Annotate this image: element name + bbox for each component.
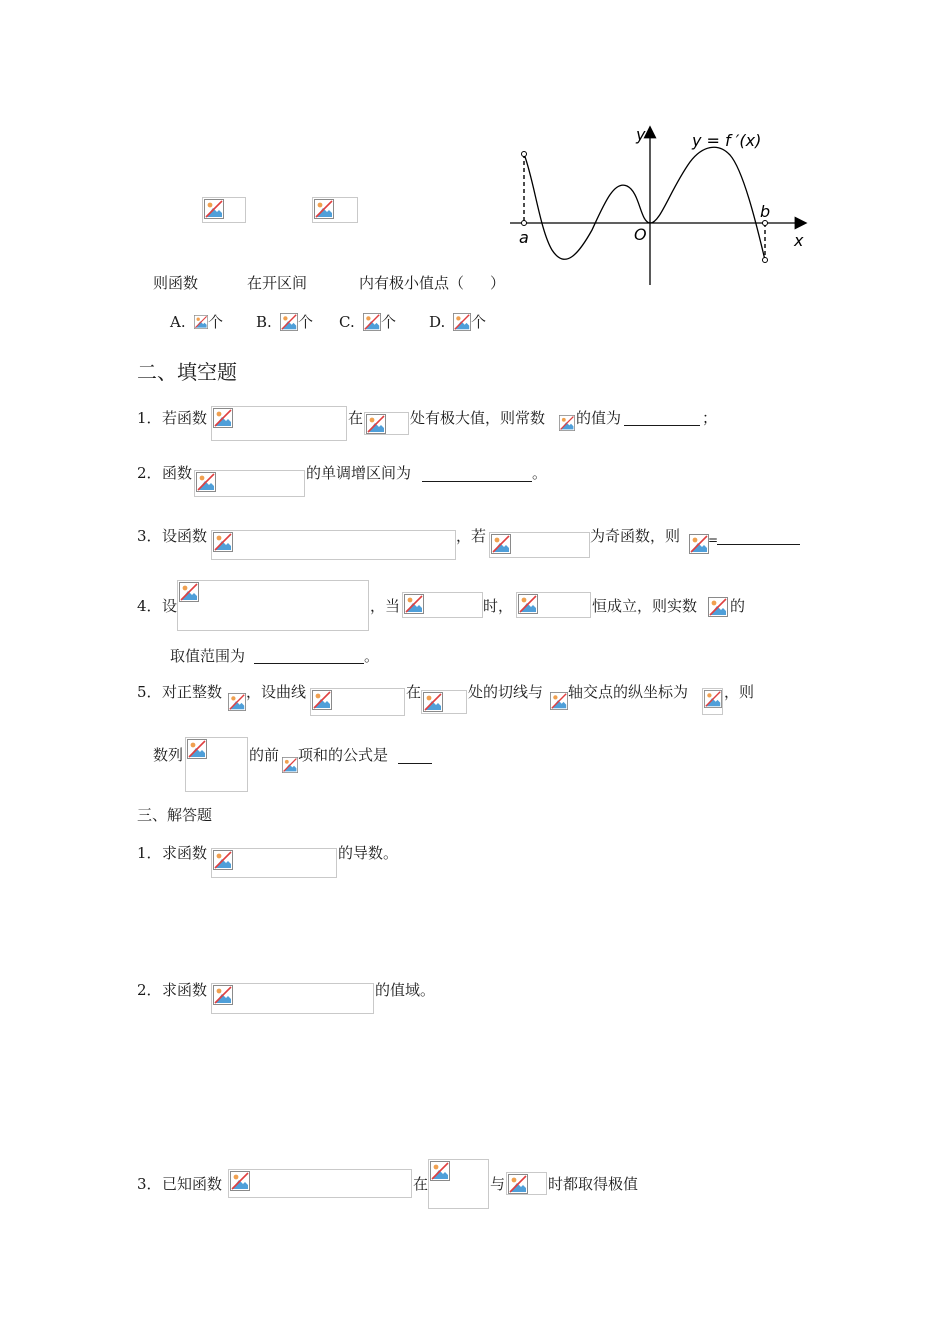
question-text: 的前 <box>249 746 280 764</box>
formula-image <box>428 1159 489 1209</box>
question-text: 时， <box>483 597 514 615</box>
formula-image <box>689 533 709 555</box>
broken-image-icon <box>453 312 471 332</box>
question-text: 取值范围为 <box>170 647 246 665</box>
broken-image-icon <box>314 199 334 219</box>
formula-image <box>453 311 471 333</box>
option-b-label: B. <box>256 313 272 331</box>
curve-label: y = f ′(x) <box>692 131 762 150</box>
broken-image-icon <box>280 312 298 332</box>
broken-image-icon <box>491 534 511 554</box>
question-text: 的单调增区间为 <box>306 464 412 482</box>
a-label: a <box>519 228 529 247</box>
question-text: 内有极小值点（ <box>359 274 465 292</box>
broken-image-icon <box>404 594 424 614</box>
question-text: 对正整数 <box>162 683 223 701</box>
formula-image <box>489 532 590 558</box>
broken-image-icon <box>708 597 728 617</box>
section-title: 三、解答题 <box>137 806 213 824</box>
formula-image <box>516 592 591 618</box>
question-number: 2． <box>137 464 162 482</box>
formula-image <box>282 755 299 775</box>
broken-image-icon <box>559 413 575 433</box>
question-text: 轴交点的纵坐标为 <box>568 683 689 701</box>
formula-image <box>402 592 483 618</box>
option-b-suffix: 个 <box>298 313 314 331</box>
question-text: 若函数 <box>162 409 208 427</box>
question-number: 1． <box>137 844 162 862</box>
question-number: 3． <box>137 1175 162 1193</box>
formula-image <box>559 412 575 434</box>
question-text: 处的切线与 <box>468 683 544 701</box>
x-axis-label: x <box>794 231 804 250</box>
question-number: 2． <box>137 981 162 999</box>
broken-image-icon <box>230 1171 250 1191</box>
formula-image <box>708 596 730 618</box>
option-c-label: C. <box>339 313 355 331</box>
question-text: 在 <box>348 409 364 427</box>
broken-image-icon <box>423 692 443 712</box>
broken-image-icon <box>550 691 568 711</box>
question-text: = <box>708 533 719 547</box>
answer-blank[interactable] <box>717 543 800 545</box>
formula-image <box>702 688 723 715</box>
formula-image <box>194 311 208 333</box>
formula-image <box>228 1169 412 1198</box>
origin-label: O <box>634 225 647 244</box>
question-text: ； <box>702 409 718 427</box>
question-text: 项和的公式是 <box>298 746 389 764</box>
formula-image <box>363 311 381 333</box>
formula-image <box>421 690 467 714</box>
question-text: 。 <box>364 647 380 665</box>
formula-image <box>194 470 305 497</box>
question-text: 的导数。 <box>338 844 399 862</box>
question-text: 的 <box>730 597 746 615</box>
derivative-graph <box>505 120 815 290</box>
formula-image <box>280 311 298 333</box>
formula-image <box>211 406 347 441</box>
question-text: 在开区间 <box>247 274 308 292</box>
formula-image <box>177 580 369 631</box>
broken-image-icon <box>213 985 233 1005</box>
broken-image-icon <box>213 850 233 870</box>
question-text: 数列 <box>153 746 184 764</box>
question-text: 求函数 <box>162 844 208 862</box>
question-text: 在 <box>413 1175 429 1193</box>
broken-image-icon <box>213 408 233 428</box>
formula-image <box>506 1172 547 1195</box>
broken-image-icon <box>187 739 207 759</box>
broken-image-icon <box>194 312 208 332</box>
question-text: 求函数 <box>162 981 208 999</box>
question-text: 函数 <box>162 464 193 482</box>
broken-image-icon <box>204 199 224 219</box>
broken-image-icon <box>179 582 199 602</box>
broken-image-icon <box>366 414 386 434</box>
question-text: 设函数 <box>162 527 208 545</box>
option-c-suffix: 个 <box>381 313 397 331</box>
answer-blank[interactable] <box>254 662 364 664</box>
question-text: 为奇函数，则 <box>590 527 681 545</box>
question-number: 3． <box>137 527 162 545</box>
question-text: 恒成立，则实数 <box>592 597 698 615</box>
question-text: ，当 <box>370 597 401 615</box>
formula-image <box>228 692 246 712</box>
question-text: ，设曲线 <box>246 683 307 701</box>
question-text: ） <box>490 274 506 292</box>
section-title: 二、填空题 <box>137 360 237 384</box>
formula-image <box>211 530 456 560</box>
formula-image <box>364 412 409 435</box>
question-text: 则函数 <box>153 274 199 292</box>
question-text: ，则 <box>724 683 755 701</box>
question-number: 5． <box>137 683 162 701</box>
formula-image <box>550 690 570 712</box>
question-text: 处有极大值，则常数 <box>410 409 546 427</box>
formula-image <box>312 197 358 223</box>
question-text: 。 <box>532 464 548 482</box>
broken-image-icon <box>282 756 298 774</box>
broken-image-icon <box>363 312 381 332</box>
broken-image-icon <box>430 1161 450 1181</box>
question-number: 1． <box>137 409 162 427</box>
broken-image-icon <box>196 472 216 492</box>
formula-image <box>211 983 374 1014</box>
broken-image-icon <box>704 690 722 708</box>
question-text: 已知函数 <box>162 1175 223 1193</box>
question-text: 的值为 <box>576 409 622 427</box>
answer-blank[interactable] <box>398 762 432 764</box>
broken-image-icon <box>213 532 233 552</box>
question-text: 的值域。 <box>375 981 436 999</box>
option-d-suffix: 个 <box>471 313 487 331</box>
b-label: b <box>760 202 771 221</box>
formula-image <box>310 688 405 716</box>
broken-image-icon <box>508 1174 528 1194</box>
option-d-label: D. <box>429 313 446 331</box>
question-text: ，若 <box>456 527 487 545</box>
option-a-suffix: 个 <box>208 313 224 331</box>
question-text: 在 <box>406 683 422 701</box>
answer-blank[interactable] <box>624 424 700 426</box>
question-text: 与 <box>490 1175 506 1193</box>
formula-image <box>185 737 248 792</box>
broken-image-icon <box>689 534 709 554</box>
option-a-label: A. <box>170 313 186 331</box>
question-text: 时都取得极值 <box>548 1175 639 1193</box>
answer-blank[interactable] <box>422 480 532 482</box>
y-axis-label: y <box>636 125 646 144</box>
question-text: 设 <box>162 597 178 615</box>
formula-image <box>211 848 337 878</box>
formula-image <box>202 197 246 223</box>
broken-image-icon <box>228 693 246 711</box>
question-number: 4． <box>137 597 162 615</box>
broken-image-icon <box>312 690 332 710</box>
broken-image-icon <box>518 594 538 614</box>
